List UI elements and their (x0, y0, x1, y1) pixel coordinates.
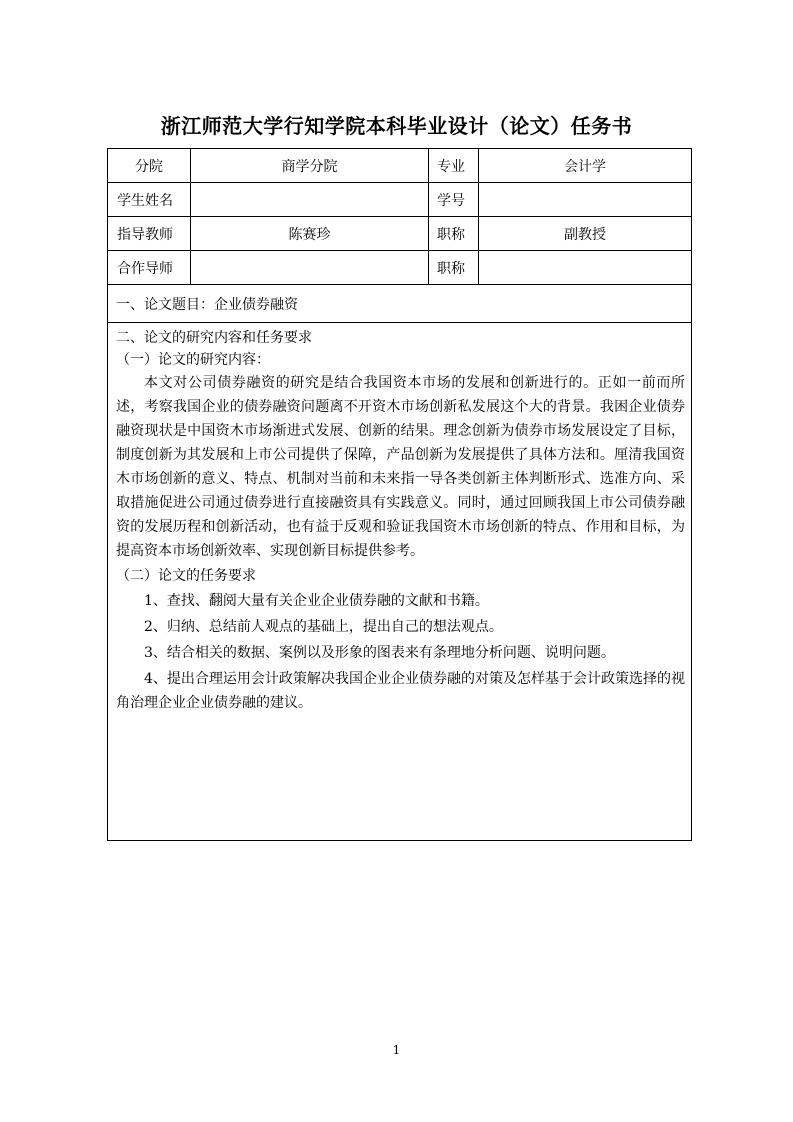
thesis-topic: 一、论文题目：企业债券融资 (108, 285, 692, 323)
major-label: 专业 (429, 149, 479, 183)
row-advisor (108, 217, 692, 251)
coadvisor-title-value (479, 251, 692, 285)
research-content-paragraph: 本文对公司债券融资的研究是结合我国资本市场的发展和创新进行的。正如一前而所述，考察我国企业的债券融资问题离不开资木市场创新私发展这个大的背景。我困企业债券融资现状是中国资木市场渐进式发展、创新的结果。理念创新为债券市场发展设定了目标，制度创新为其发展和上市公司提供了保障，产品创新为发展提供了具体方法和。厘清我国资木市场创新的意义、特点、机制对当前和未来指一导各类创新主体判断形式、选准方向、采取措施促进公司通过债券进行直接融资具有实践意义。同时，通过回顾我国上市公司债券融资的发展历程和创新活动，也有益于反观和验证我国资木市场创新的特点、作用和目标，为提高资本市场创新效率、实现创新目标提供参考。 (116, 375, 685, 559)
document-title: 浙江师范大学行知学院本科毕业设计（论文）任务书 (160, 114, 633, 138)
advisor-title-label: 职称 (429, 217, 479, 251)
college-value: 商学分院 (191, 149, 429, 183)
advisor-label: 指导教师 (108, 217, 191, 251)
row-college (108, 149, 692, 183)
requirement-item: 1、查找、翻阅大量有关企业企业债券融的文献和书籍。 (144, 593, 489, 609)
requirement-item: 2、归纳、总结前人观点的基础上，提出自己的想法观点。 (144, 619, 503, 635)
row-coadvisor (108, 251, 692, 285)
content-heading: 二、论文的研究内容和任务要求 (116, 330, 312, 346)
coadvisor-title-label: 职称 (429, 251, 479, 285)
row-student (108, 183, 692, 217)
student-id-value (479, 183, 692, 217)
row-content (108, 323, 692, 841)
requirement-item: 4、提出合理运用会计政策解决我国企业企业债券融的对策及怎样基于会计政策选择的视角治理企业企业债券融的建议。 (116, 671, 685, 711)
task-form-table (107, 148, 692, 841)
student-name-label: 学生姓名 (108, 183, 191, 217)
coadvisor-value (191, 251, 429, 285)
requirement-item: 3、结合相关的数据、案例以及形象的图表来有条理地分析问题、说明问题。 (144, 645, 615, 661)
student-id-label: 学号 (429, 183, 479, 217)
major-value: 会计学 (479, 149, 692, 183)
research-content-heading: （一）论文的研究内容： (116, 352, 270, 368)
college-label: 分院 (108, 149, 191, 183)
coadvisor-label: 合作导师 (108, 251, 191, 285)
student-name-value (191, 183, 429, 217)
advisor-title-value: 副教授 (479, 217, 692, 251)
advisor-value: 陈赛珍 (191, 217, 429, 251)
page-number: 1 (392, 1043, 401, 1057)
row-topic (108, 285, 692, 323)
content-cell (108, 323, 692, 841)
task-requirements-heading: （二）论文的任务要求 (116, 568, 256, 584)
